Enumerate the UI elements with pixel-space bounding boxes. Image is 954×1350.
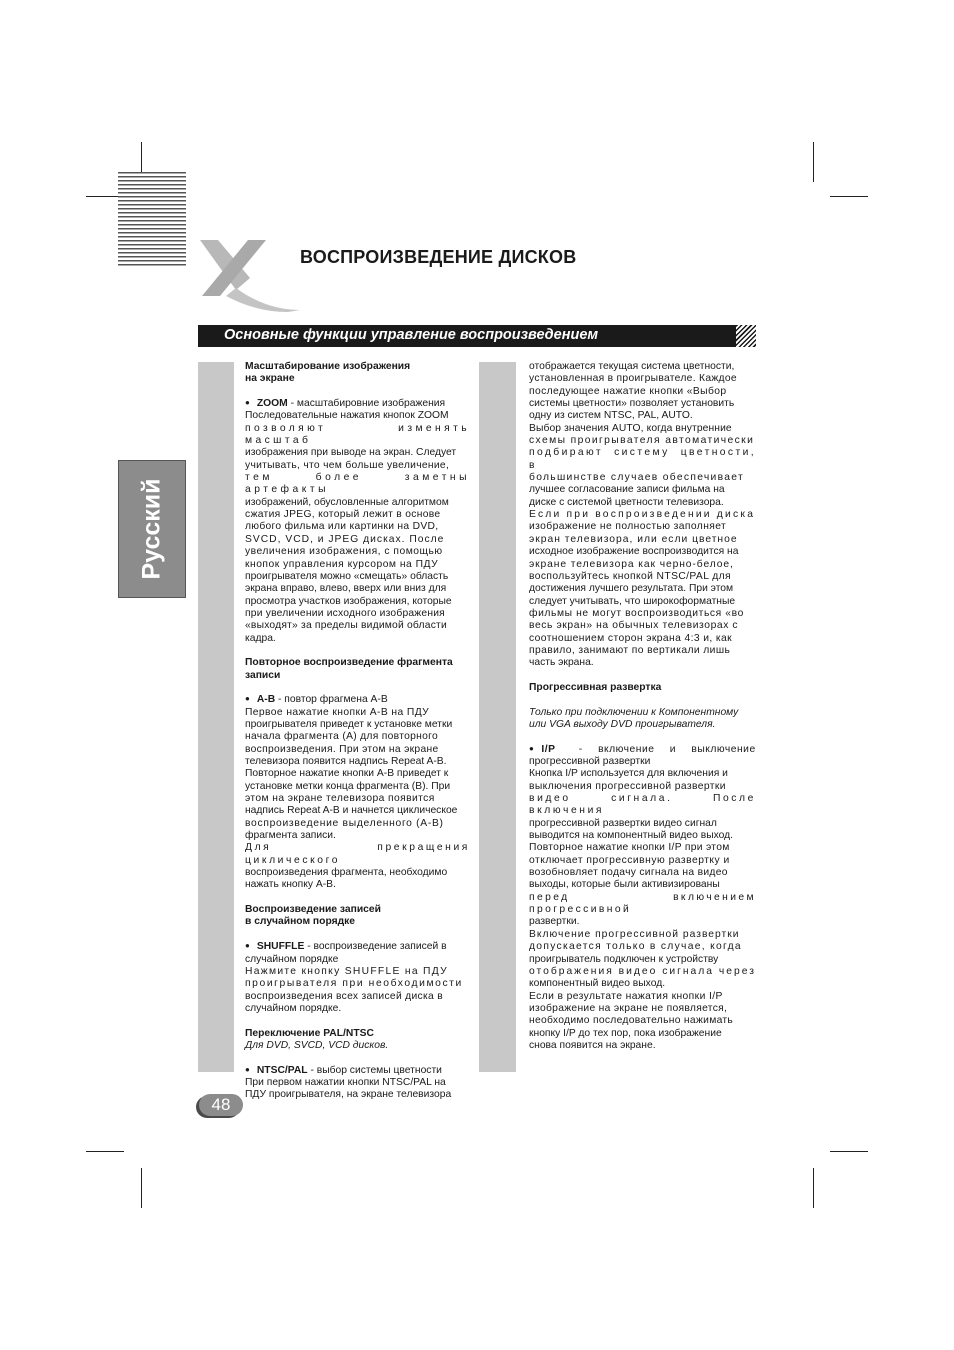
- pal-key-desc: - выбор системы цветности: [307, 1064, 442, 1076]
- ip-line: перед включением прогрессивной: [529, 891, 756, 916]
- crop-mark: [86, 1151, 124, 1152]
- zoom-line: сжатия JPEG, который лежит в основе: [245, 509, 441, 521]
- ip-line: Повторное нажатие кнопки I/P при этом: [529, 842, 730, 854]
- zoom-line: увеличения изображения, с помощью: [245, 546, 443, 558]
- shuffle-heading: Воспроизведение записей: [245, 904, 381, 916]
- ab-line: воспроизведения фрагмента, необходимо: [245, 867, 448, 879]
- zoom-key: ZOOM: [256, 398, 288, 410]
- shuffle-line: случайном порядке: [245, 953, 339, 965]
- pal-continued-line: подбирают систему цветности, в: [529, 447, 756, 471]
- page-title: ВОСПРОИЗВЕДЕНИЕ ДИСКОВ: [300, 247, 577, 267]
- pal-continued-line: диске с системой цветности телевизора.: [529, 496, 724, 508]
- crop-mark: [830, 1151, 868, 1152]
- pal-continued-line: системы цветности» позволяет установить: [529, 398, 735, 410]
- pal-continued-line: правило, занимают по вертикали лишь: [529, 644, 731, 656]
- language-tab: [118, 460, 186, 598]
- zoom-line: при увеличении исходного изображения: [245, 607, 445, 619]
- ab-line: надпись Repeat A-B и начнется циклическое: [245, 805, 458, 817]
- ab-line: проигрывателя приведет к установке метки: [245, 718, 453, 730]
- ip-line: Если в результате нажатия кнопки I/P: [529, 990, 723, 1002]
- ab-key: A-B: [256, 694, 276, 706]
- pal-continued-line: воспользуйтесь кнопкой NTSC/PAL для: [529, 570, 731, 582]
- pal-continued-line: Выбор значения AUTO, когда внутренние: [529, 422, 732, 434]
- ip-line: отключает прогрессивную развертку и: [529, 854, 730, 866]
- pal-continued-line: фильмы не могут воспроизводиться «во: [529, 607, 744, 619]
- ab-line: этом на экране телевизора появится: [245, 793, 435, 805]
- pal-key: NTSC/PAL: [256, 1064, 308, 1076]
- ip-line: выходы, которые были активизированы: [529, 879, 720, 891]
- ab-line: воспроизведение выделенного (A-B): [245, 817, 444, 829]
- ab-key-desc: - повтор фрагмена A-B: [275, 694, 388, 706]
- ip-key-line: [529, 744, 756, 756]
- ab-heading: Повторное воспроизведение фрагмента: [245, 657, 453, 669]
- shuffle-line: случайном порядке.: [245, 1002, 342, 1014]
- ab-line: Первое нажатие кнопки A-B на ПДУ: [245, 706, 430, 718]
- pal-continued-line: исходное изображение воспроизводится на: [529, 546, 739, 558]
- pal-continued-line: часть экрана.: [529, 657, 594, 669]
- zoom-line: SVCD, VCD, и JPEG дисках. После: [245, 533, 445, 545]
- zoom-line: изображений, обусловленные алгоритмом: [245, 496, 449, 508]
- page-number: 48: [199, 1094, 243, 1116]
- zoom-line: учитывать, что чем больше увеличение,: [245, 459, 450, 471]
- ip-line: выводится на компонентный видео выход.: [529, 830, 734, 842]
- pal-continued-line: лучшее согласование записи фильма на: [529, 484, 725, 496]
- ab-line: установке метки конца фрагмента (В). При: [245, 780, 451, 792]
- pal-key-line: [245, 1065, 470, 1077]
- zoom-line: проигрывателя можно «смещать» область: [245, 570, 449, 582]
- zoom-line: позволяют изменять масштаб: [245, 422, 470, 447]
- crop-mark: [830, 196, 868, 197]
- ip-line: компонентный видео выход.: [529, 978, 666, 990]
- pal-continued-line: весь экран» на обычных телевизорах с: [529, 620, 739, 632]
- ab-line: начала фрагмента (А) для повторного: [245, 731, 439, 743]
- ip-key-desc: - включение и выключение: [563, 743, 756, 755]
- pal-heading: Переключение PAL/NTSC: [245, 1027, 374, 1039]
- zoom-line: Последовательные нажатия кнопок ZOOM: [245, 410, 449, 422]
- section-hatch-decoration: [736, 325, 756, 347]
- shuffle-heading-2: в случайном порядке: [245, 916, 356, 928]
- shuffle-key-line: [245, 941, 470, 953]
- left-column: [245, 361, 470, 1102]
- right-margin-strip: [479, 362, 516, 1072]
- ip-line: Включение прогрессивной развертки: [529, 928, 740, 940]
- zoom-key-line: [245, 398, 470, 410]
- ip-line: прогрессивной развертки видео сигнал: [529, 817, 717, 829]
- progressive-heading: Прогрессивная развертка: [529, 681, 662, 693]
- zoom-line: просмотра участков изображения, которые: [245, 595, 452, 607]
- language-tab-label: Русский: [137, 478, 166, 580]
- ip-line: развертки.: [529, 916, 580, 928]
- pal-continued-line: достижения лучшего результата. При этом: [529, 583, 734, 595]
- zoom-line: экрана вправо, влево, вверх или вниз для: [245, 583, 447, 595]
- pal-line: При первом нажатии кнопки NTSC/PAL на: [245, 1076, 446, 1088]
- shuffle-line: воспроизведения всех записей диска в: [245, 990, 443, 1002]
- ab-key-line: [245, 694, 470, 706]
- ip-line: выключения прогрессивной развертки: [529, 780, 726, 792]
- zoom-line: кадра.: [245, 632, 276, 644]
- crop-mark: [813, 142, 814, 182]
- zoom-line: «выходят» за пределы видимой области: [245, 620, 447, 632]
- crop-mark: [141, 1168, 142, 1208]
- x-logo-icon: [196, 240, 300, 312]
- zoom-heading-2: на экране: [245, 373, 295, 385]
- decorative-stripes: [118, 172, 186, 268]
- ip-line: изображение на экране не появляется,: [529, 1002, 728, 1014]
- crop-mark: [813, 1168, 814, 1208]
- ip-line: отображения видео сигнала через: [529, 965, 756, 977]
- zoom-line: изображения при выводе на экран. Следует: [245, 447, 457, 459]
- ip-line: видео сигнала. После включения: [529, 793, 756, 817]
- pal-continued-line: соотношением сторон экрана 4:3 и, как: [529, 632, 733, 644]
- ip-line: допускается только в случае, когда: [529, 941, 742, 953]
- ip-line: прогрессивной развертки: [529, 756, 651, 767]
- zoom-line: кнопок управления курсором на ПДУ: [245, 558, 439, 570]
- ab-line: телевизора появится надпись Repeat A-B.: [245, 756, 447, 767]
- shuffle-key-desc: - воспроизведение записей в: [304, 941, 447, 953]
- progressive-note: Только при подключении к Компонентному: [529, 706, 739, 718]
- ip-line: кнопку I/P до тех пор, пока изображение: [529, 1027, 722, 1039]
- ab-line: Для прекращения циклического: [245, 842, 470, 866]
- pal-continued-line: экране телевизора как черно-белое,: [529, 558, 734, 570]
- right-column: [529, 361, 756, 1052]
- pal-line: ПДУ проигрывателя, на экране телевизора: [245, 1089, 452, 1101]
- ab-line: нажать кнопку A-B.: [245, 879, 336, 891]
- pal-continued-line: одну из систем NTSC, PAL, AUTO.: [529, 410, 693, 422]
- shuffle-key: SHUFFLE: [256, 941, 305, 953]
- pal-note: Для DVD, SVCD, VCD дисков.: [245, 1039, 389, 1051]
- pal-continued-line: установленная в проигрывателе. Каждое: [529, 373, 737, 385]
- zoom-line: любого фильма или картинки на DVD,: [245, 521, 439, 533]
- ip-line: проигрыватель подключен к устройству: [529, 953, 719, 965]
- ab-line: Повторное нажатие кнопки A-B приведет к: [245, 768, 449, 780]
- shuffle-line: Нажмите кнопку SHUFFLE на ПДУ: [245, 965, 448, 977]
- ip-line: возобновляет подачу сигнала на видео: [529, 867, 728, 879]
- pal-continued-line: последующее нажатие кнопки «Выбор: [529, 385, 727, 397]
- ab-line: фрагмента записи.: [245, 830, 336, 842]
- pal-continued-line: отображается текущая система цветности,: [529, 361, 735, 372]
- pal-continued-line: экран телевизора, или если цветное: [529, 533, 738, 545]
- shuffle-line: проигрывателя при необходимости: [245, 978, 463, 990]
- pal-continued-line: изображение не полностью заполняет: [529, 521, 727, 533]
- ip-line: Кнопка I/P используется для включения и: [529, 768, 728, 780]
- ip-line: снова появится на экране.: [529, 1039, 656, 1051]
- ab-heading-2: записи: [245, 669, 281, 681]
- pal-continued-line: большинстве случаев обеспечивает: [529, 472, 744, 484]
- pal-continued-line: Если при воспроизведении диска: [529, 509, 756, 521]
- section-header: Основные функции управление воспроизведением: [198, 325, 738, 347]
- pal-continued-line: следует учитывать, что широкоформатные: [529, 595, 736, 607]
- ip-line: необходимо последовательно нажимать: [529, 1015, 734, 1027]
- pal-continued-line: схемы проигрывателя автоматически: [529, 435, 755, 447]
- zoom-key-desc: - масштабировние изображения: [287, 398, 446, 410]
- progressive-note: или VGA выходу DVD проигрывателя.: [529, 718, 716, 730]
- zoom-heading: Масштабирование изображения: [245, 361, 411, 372]
- zoom-line: тем более заметны артефакты: [245, 472, 470, 496]
- ab-line: воспроизведения. При этом на экране: [245, 743, 439, 755]
- left-margin-strip: [198, 362, 234, 1072]
- ip-key: I/P: [541, 743, 556, 755]
